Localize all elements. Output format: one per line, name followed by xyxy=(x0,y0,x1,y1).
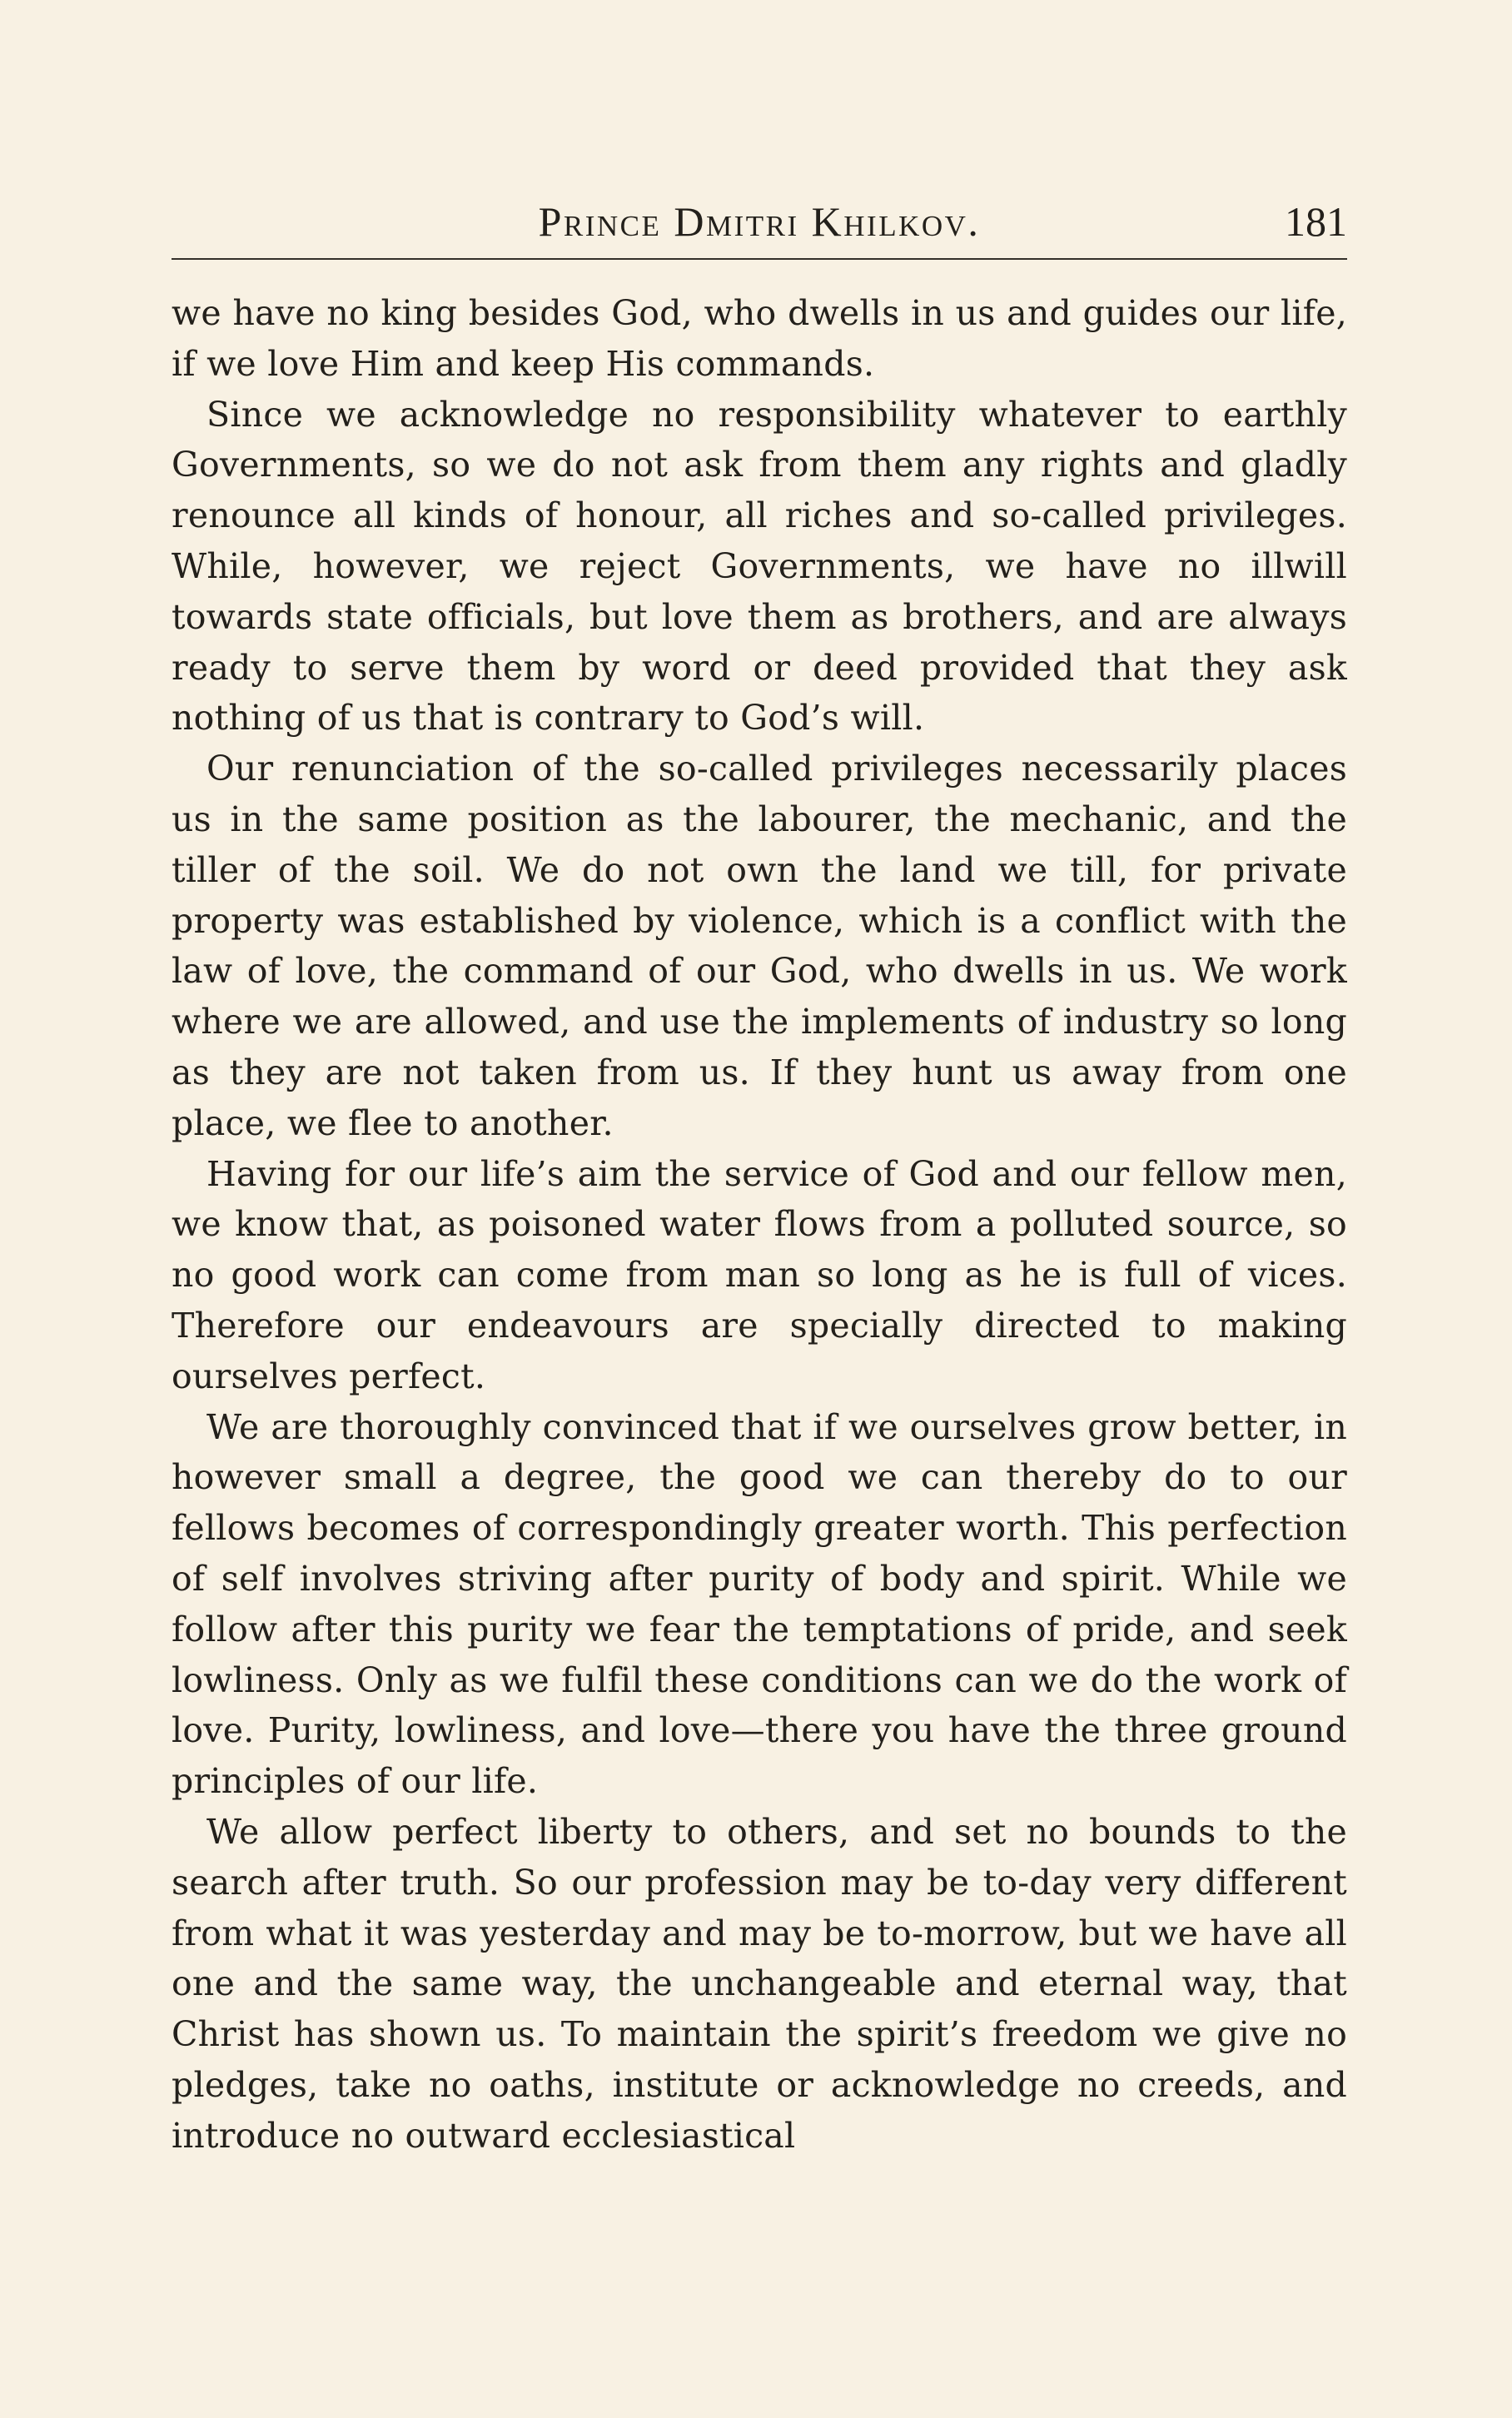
paragraph-5: We are thoroughly convinced that if we ourselves grow better, in however small a degree, the good we can thereby do to our fellows becomes of correspondingly greater worth. This perfection of self involves striving after purity of body and spirit. While we follow after this purity we fear the temptations of pride, and seek lowliness. Only as we fulfil these conditions can we do the work of love. Purity, lowliness, and love—there you have the three ground principles of our life. xyxy=(172,1406,1347,1802)
paragraph-3: Our renunciation of the so-called privileges necessarily places us in the same position as the labourer, the mechanic, and the tiller of the soil. We do not own the land we till, for private property was established by violence, which is a conflict with the law of love, the command of our God, who dwells in us. We work where we are allowed, and use the implements of industry so long as they are not taken from us. If they hunt us away from one place, we flee to another. xyxy=(172,749,1347,1143)
running-head xyxy=(172,198,1347,261)
paragraph-2: Since we acknowledge no responsibility whatever to earthly Governments, so we do not ask from them any rights and gladly renounce all kinds of honour, all riches and so-called privileges. While, however, we reject Governments, we have no illwill towards state officials, but love them as brothers, and are always ready to serve them by word or deed provided that they ask nothing of us that is contrary to God’s will. xyxy=(172,394,1347,739)
header-rule xyxy=(172,258,1347,260)
body-text xyxy=(172,288,1347,2161)
paragraph-4: Having for our life’s aim the service of God and our fellow men, we know that, as poisoned water flows from a polluted source, so no good work can come from man so long as he is full of vices. Therefore our endeavours are specially directed to making ourselves perfect. xyxy=(172,1153,1347,1396)
paragraph-1: we have no king besides God, who dwells in us and guides our life, if we love Him and keep His commands. xyxy=(172,293,1347,384)
page-number: 181 xyxy=(1285,198,1347,245)
running-head-title: Prince Dmitri Khilkov. xyxy=(538,198,981,245)
paragraph-6: We allow perfect liberty to others, and set no bounds to the search after truth. So our profession may be to-day very different from what it was yesterday and may be to-morrow, but we have all one and the same way, the unchangeable and eternal way, that Christ has shown us. To maintain the spirit’s freedom we give no pledges, take no oaths, institute or acknowledge no creeds, and introduce no outward ecclesiastical xyxy=(172,1811,1347,2156)
